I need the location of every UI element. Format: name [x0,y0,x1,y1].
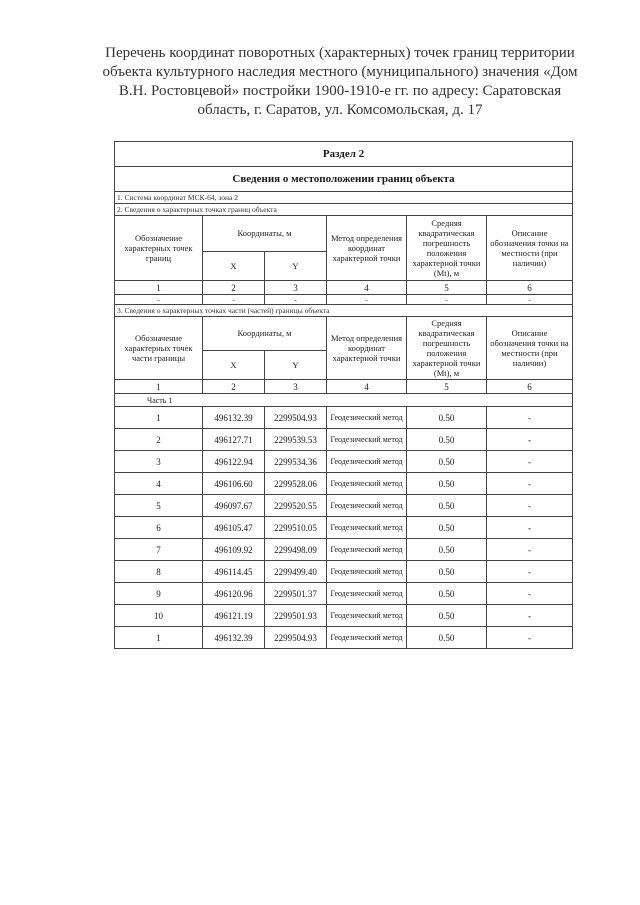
heading-line-1: Перечень координат поворотных (характерных) точек границ территории [105,45,575,61]
coordinate-rows [115,407,573,649]
coord-system-text: 1. Система координат МСК-64, зона 2 [115,192,573,204]
header-x: X [203,251,265,280]
coord-y: 2299528.06 [265,473,327,495]
error-cell: 0.50 [407,605,487,627]
coord-x: 496097.67 [203,495,265,517]
method-cell: Геодезический метод [327,407,407,429]
header-x: X [203,350,265,379]
method-cell: Геодезический метод [327,429,407,451]
header-coords: Координаты, м [203,216,327,252]
coord-y: 2299501.37 [265,583,327,605]
empty-cell: - [265,295,327,305]
error-cell: 0.50 [407,539,487,561]
coord-y: 2299534.36 [265,451,327,473]
coord-x: 496122.94 [203,451,265,473]
empty-cell: - [407,295,487,305]
method-cell: Геодезический метод [327,561,407,583]
description-cell: - [487,605,573,627]
method-cell: Геодезический метод [327,627,407,649]
coord-x: 496106.60 [203,473,265,495]
heading-line-2: объекта культурного наследия местного (муниципального) значения «Дом [102,64,578,80]
header-description: Описание обозначения точки на местности (при наличии) [487,317,573,380]
part-label: Часть 1 [115,394,573,407]
coord-x: 496127.71 [203,429,265,451]
error-cell: 0.50 [407,517,487,539]
description-cell: - [487,473,573,495]
point-number: 8 [115,561,203,583]
heading-line-4: область, г. Саратов, ул. Комсомольская, д. 17 [197,102,483,118]
coord-system-row [115,192,573,204]
method-cell: Геодезический метод [327,583,407,605]
empty-cell: - [327,295,407,305]
table-row [115,473,573,495]
header-coords: Координаты, м [203,317,327,351]
section-subtitle: Сведения о местоположении границ объекта [115,167,573,192]
error-cell: 0.50 [407,627,487,649]
description-cell: - [487,407,573,429]
colnum: 6 [487,281,573,295]
points-header-row [115,216,573,252]
table-row [115,627,573,649]
table-row [115,407,573,429]
coord-x: 496120.96 [203,583,265,605]
coord-x: 496132.39 [203,407,265,429]
subtitle-row [115,167,573,192]
description-cell: - [487,429,573,451]
point-number: 1 [115,407,203,429]
coord-x: 496105.47 [203,517,265,539]
points-caption: 2. Сведения о характерных точках границ объекта [115,204,573,216]
coord-x: 496109.92 [203,539,265,561]
table-row [115,517,573,539]
coord-x: 496132.39 [203,627,265,649]
point-number: 1 [115,627,203,649]
coord-y: 2299498.09 [265,539,327,561]
header-method: Метод определения координат характерной точки [327,216,407,281]
colnum: 3 [265,281,327,295]
colnum: 1 [115,281,203,295]
coord-x: 496121.19 [203,605,265,627]
table-row [115,539,573,561]
description-cell: - [487,539,573,561]
colnum: 4 [327,380,407,394]
description-cell: - [487,627,573,649]
error-cell: 0.50 [407,561,487,583]
colnum: 2 [203,380,265,394]
coord-y: 2299501.93 [265,605,327,627]
error-cell: 0.50 [407,407,487,429]
section-title: Раздел 2 [115,142,573,167]
coord-x: 496114.45 [203,561,265,583]
point-number: 6 [115,517,203,539]
table-row [115,429,573,451]
point-number: 4 [115,473,203,495]
error-cell: 0.50 [407,583,487,605]
table-row [115,583,573,605]
heading-line-3: В.Н. Ростовцевой» постройки 1900-1910-е гг. по адресу: Саратовская [118,83,562,99]
points-empty-row [115,295,573,305]
description-cell: - [487,561,573,583]
document-heading [90,44,590,120]
method-cell: Геодезический метод [327,473,407,495]
section-title-row [115,142,573,167]
header-part-point-label: Обозначение характерных точек части границы [115,317,203,380]
error-cell: 0.50 [407,495,487,517]
header-method: Метод определения координат характерной точки [327,317,407,380]
method-cell: Геодезический метод [327,495,407,517]
coordinates-table [114,141,573,649]
table-row [115,451,573,473]
empty-cell: - [487,295,573,305]
header-error: Средняя квадратическая погрешность положения характерной точки (Mt), м [407,216,487,281]
coord-y: 2299504.93 [265,407,327,429]
table-row [115,605,573,627]
coordinates-table-sheet [114,141,572,649]
colnum: 5 [407,281,487,295]
description-cell: - [487,517,573,539]
colnum: 6 [487,380,573,394]
coord-y: 2299504.93 [265,627,327,649]
header-description: Описание обозначения точки на местности (при наличии) [487,216,573,281]
parts-header-row [115,317,573,351]
method-cell: Геодезический метод [327,451,407,473]
coord-y: 2299539.53 [265,429,327,451]
point-number: 3 [115,451,203,473]
colnum: 4 [327,281,407,295]
parts-caption-row [115,305,573,317]
colnum: 2 [203,281,265,295]
point-number: 7 [115,539,203,561]
error-cell: 0.50 [407,429,487,451]
table-row [115,561,573,583]
parts-caption: 3. Сведения о характерных точках части (частей) границы объекта [115,305,573,317]
header-point-label: Обозначение характерных точек границ [115,216,203,281]
header-y: Y [265,350,327,379]
error-cell: 0.50 [407,473,487,495]
method-cell: Геодезический метод [327,539,407,561]
description-cell: - [487,451,573,473]
point-number: 10 [115,605,203,627]
colnum: 5 [407,380,487,394]
description-cell: - [487,495,573,517]
point-number: 2 [115,429,203,451]
part-label-row [115,394,573,407]
parts-colnum-row [115,380,573,394]
header-y: Y [265,251,327,280]
points-caption-row [115,204,573,216]
colnum: 1 [115,380,203,394]
point-number: 9 [115,583,203,605]
coord-y: 2299520.55 [265,495,327,517]
colnum: 3 [265,380,327,394]
header-error: Средняя квадратическая погрешность положения характерной точки (Mt), м [407,317,487,380]
empty-cell: - [203,295,265,305]
description-cell: - [487,583,573,605]
point-number: 5 [115,495,203,517]
empty-cell: - [115,295,203,305]
table-row [115,495,573,517]
coord-y: 2299499.40 [265,561,327,583]
points-colnum-row [115,281,573,295]
error-cell: 0.50 [407,451,487,473]
coord-y: 2299510.05 [265,517,327,539]
method-cell: Геодезический метод [327,517,407,539]
method-cell: Геодезический метод [327,605,407,627]
